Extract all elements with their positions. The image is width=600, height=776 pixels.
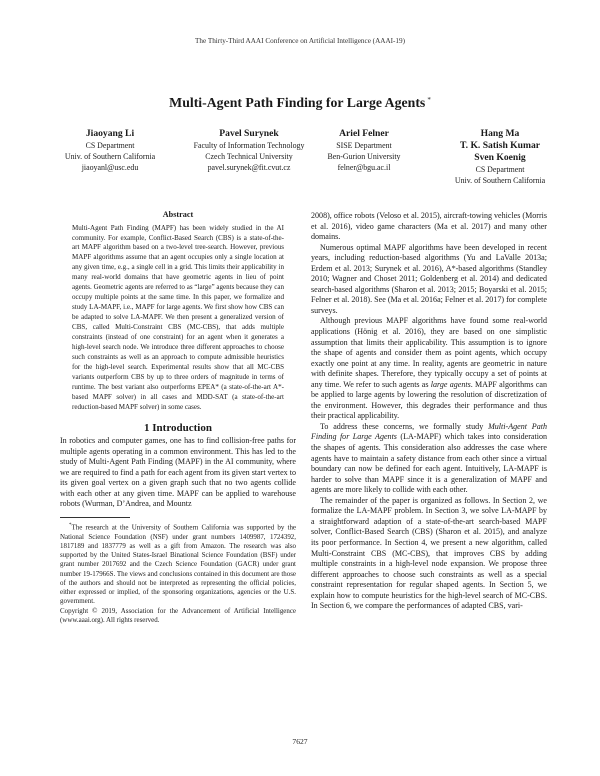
author-3-name: Ariel Felner [339,128,389,139]
author-1-affiliation: Univ. of Southern California [64,152,156,162]
right-paragraph-3-a: To address these concerns, we formally study [320,421,489,431]
author-3-email: felner@bgu.ac.il [337,163,391,173]
author-1-dept: CS Department [85,141,135,150]
footnote-mark: * [69,523,72,529]
author-4-dept: CS Department [475,165,525,174]
right-paragraph-4: The remainder of the paper is organized as follows. In Section 2, we formalize the LA-MAPF problem. In Section 3, we solve LA-MAPF by a straightforward adaption of a state-of-the-art search-based MAPF solver, Conflict-Based Search (CBS) (Sharon et al. 2015), and analyze its poor performance. In Section 4, we present a new algorithm, called Multi-Constraint CBS (MC-CBS), that improves CBS by adding multiple constraints in a high-level node expansion. We propose three different approaches to choose such constraints as well as a special constraint representation for regular shaped agents. In Section 5, we explain how to compute heuristics for the high-level search of MC-CBS. In Section 6, we compare the performances of adapted CBS, vari- [311,495,547,611]
author-3 [304,128,424,174]
page-number: 7627 [292,737,308,746]
author-1 [35,128,185,174]
intro-paragraph-1: In robotics and computer games, one has to find collision-free paths for multiple agents operating in a common environment. This has led to the study of Multi-Agent Path Finding (MAPF) in the AI community, where we are required to find a path for each agent from its given start vertex to its given goal vertex on a given graph such that no two agents collide with each other at any given time. MAPF can be applied to warehouse robots (Wurman, D’Andrea, and Mountz [60,436,296,509]
title-footnote-mark: * [427,96,431,104]
footnote [60,521,296,607]
author-4-name: Hang Ma [480,128,520,139]
author-2-affiliation: Czech Technical University [205,152,293,162]
author-3-affiliation: Ben-Gurion University [327,152,401,162]
la-mapf-term: Multi-Agent Path Finding for Large Agents [311,421,548,442]
section-heading-introduction: 1 Introduction [144,421,212,434]
author-1-name: Jiaoyang Li [85,128,135,139]
paper-title [0,95,600,111]
title-text: Multi-Agent Path Finding for Large Agents [169,95,426,110]
abstract-heading: Abstract [162,210,194,219]
author-4 [430,128,570,186]
right-paragraph-2-a: Although previous MAPF algorithms have found some real-world applications (Hönig et al. 2016), they are based on one simplistic assumption that limits their applicability. This assumption is to ignore the shape of agents and consider them as point agents, which occupy exactly one point at any time. In reality, agents are geometric in nature with definite shapes. Therefore, they typically occupy a set of points at any time. We refer to such agents as [311,316,547,389]
right-paragraph-1: Numerous optimal MAPF algorithms have been developed in recent years, including reduction-based algorithms (Yu and LaValle 2013a; Erdem et al. 2013; Surynek et al. 2016), A*-based algorithms (Standley 2010; Wagner and Choset 2011; Goldenberg et al. 2014) and dedicated search-based algorithms (Sharon et al. 2013; 2015; Boyarski et al. 2015; Felner et al. 2018). See (Ma et al. 2016a; Felner et al. 2017) for complete surveys. [311,242,547,315]
author-6-name: Sven Koenig [474,152,526,163]
right-column [311,211,547,612]
author-4-affiliation: Univ. of Southern California [454,176,546,186]
abstract-text: Multi-Agent Path Finding (MAPF) has been widely studied in the AI community. For example, Conflict-Based Search (CBS) is a state-of-the-art MAPF algorithm based on a two-level tree-search. However, previous MAPF algorithms assume that an agent occupies only a single location at any given time, e.g., a single cell in a grid. This limits their applicability in many real-world domains that have geometric agents in lieu of point agents. Geometric agents are referred to as “large” agents because they can occupy multiple points at the same time. In this paper, we formalize and study LA-MAPF, i.e., MAPF for large agents. We first show how CBS can be adapted to solve LA-MAPF. We then present a generalized version of CBS, called Multi-Constraint CBS (MC-CBS), that adds multiple constraints (instead of one constraint) for an agent when it generates a high-level search node. We introduce three different approaches to choose such constraints as well as an approach to compute admissible heuristics for the high-level search. Experimental results show that all MC-CBS variants outperform CBS by up to three orders of magnitude in terms of runtime. The best variant also outperforms EPEA* (a state-of-the-art A*-based MAPF solver) in all cases and MDD-SAT (a state-of-the-art reduction-based MAPF solver) in some cases. [72,223,284,411]
right-paragraph-3-b: (LA-MAPF) which takes into consideration the shapes of agents. This consideration also addresses the case where agents have to maintain a safety distance from each other since a virtual boundary can now be defined for each agent. Intuitively, LA-MAPF is harder to solve than MAPF since it is a generalization of MAPF and agents are more likely to collide with each other. [311,432,547,495]
footnote-rule [60,517,130,518]
right-paragraph-0: 2008), office robots (Veloso et al. 2015), aircraft-towing vehicles (Morris et al. 2016), video game characters (Ma et al. 2017) and many other domains. [311,211,547,242]
copyright-notice: Copyright © 2019, Association for the Advancement of Artificial Intelligence (www.aaai.org). All rights reserved. [60,606,296,624]
author-2-email: pavel.surynek@fit.cvut.cz [207,163,291,173]
author-2-dept: Faculty of Information Technology [193,141,305,150]
left-column [60,210,296,625]
author-3-dept: SISE Department [336,141,392,150]
right-paragraph-2 [311,316,547,421]
conference-header: The Thirty-Third AAAI Conference on Artificial Intelligence (AAAI-19) [194,37,406,45]
author-5-name: T. K. Satish Kumar [459,140,541,151]
author-2-name: Pavel Surynek [219,128,279,139]
right-paragraph-2-b: . MAPF algorithms can be applied to large agents by lowering the resolution of discretization of the environment. However, this degrades their performance and thus their practical applicability. [311,379,547,421]
author-1-email: jiaoyanl@usc.edu [81,163,139,173]
footnote-text: The research at the University of Southern California was supported by the National Science Foundation (NSF) under grant numbers 1409987, 1724392, 1817189 and 1837779 as well as a gift from Amazon. The research was also supported by the United States-Israel Binational Science Foundation (BSF) under grant number 2017692 and the Czech Science Foundation (GACR) under grant number 19-17966S. The views and conclusions contained in this document are those of the authors and should not be interpreted as representing the official policies, either expressed or implied, of the sponsoring organizations, agencies or the U.S. government. [60,523,296,606]
large-agents-term: large agents [430,379,471,389]
right-paragraph-3 [311,422,547,496]
